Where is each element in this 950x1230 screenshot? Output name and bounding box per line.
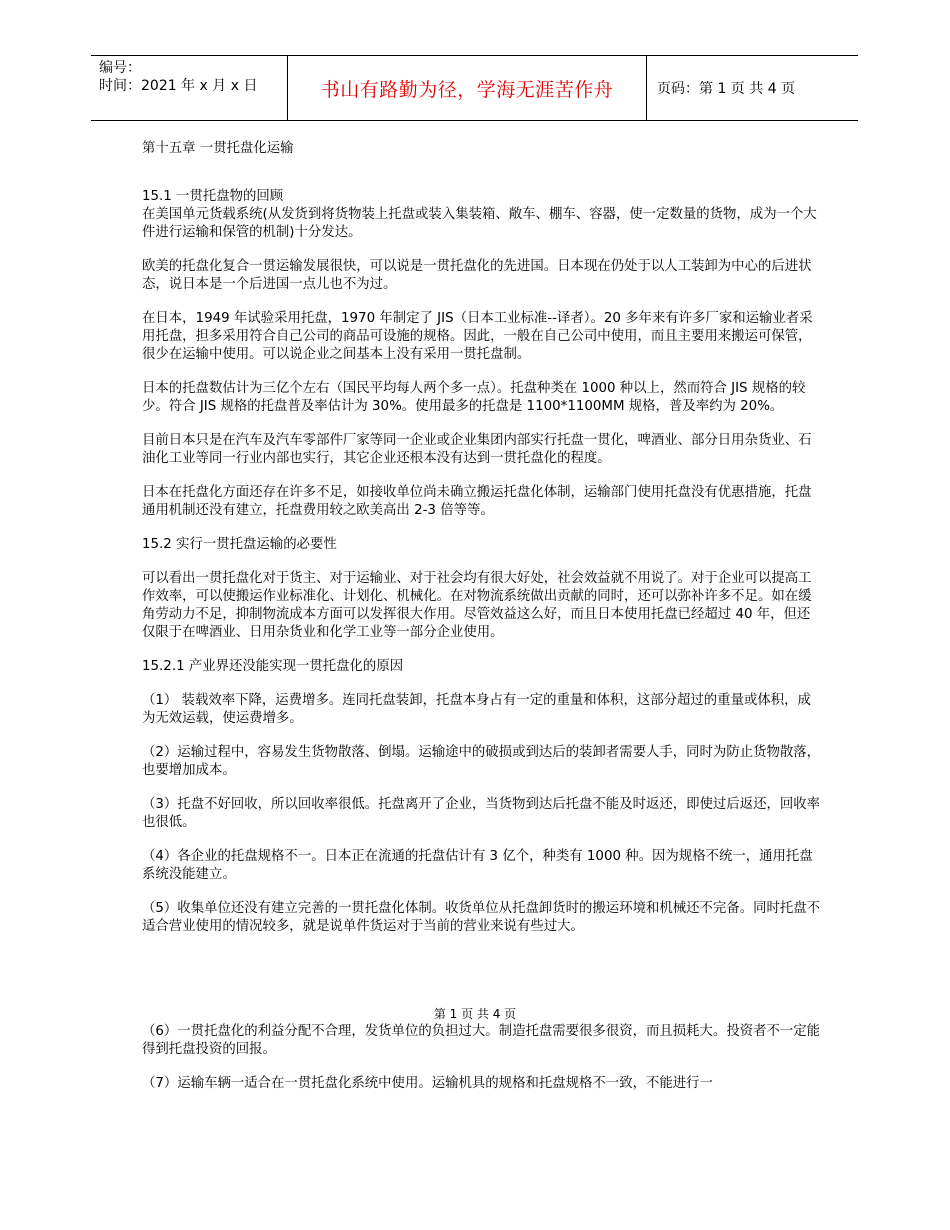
chapter-title: 第十五章 一贯托盘化运输: [142, 141, 294, 156]
list-item: （2）运输过程中，容易发生货物散落、倒塌。运输途中的破损或到达后的装卸者需要人手，同时为防止货物散落，也要增加成本。: [142, 745, 821, 778]
list-item: （6）一贯托盘化的利益分配不合理，发货单位的负担过大。制造托盘需要很多很资，而且损耗大。投资者不一定能得到托盘投资的回报。: [142, 1024, 821, 1057]
section-heading: 15.1 一贯托盘物的回顾: [142, 189, 284, 204]
list-item: （7）运输车辆一适合在一贯托盘化系统中使用。运输机具的规格和托盘规格不一致，不能进行一: [142, 1076, 713, 1091]
subsection-heading: 15.2.1 产业界还没能实现一贯托盘化的原因: [142, 659, 404, 674]
document-header: [91, 55, 858, 121]
paragraph: 目前日本只是在汽车及汽车零部件厂家等同一企业或企业集团内部实行托盘一贯化，啤酒业、部分日用杂货业、石油化工业等同一行业内部也实行，其它企业还根本没有达到一贯托盘化的程度。: [142, 433, 812, 466]
list-item: （1） 装载效率下降，运费增多。连同托盘装卸，托盘本身占有一定的重量和体积，这部分超过的重量或体积，成为无效运载，使运费增多。: [142, 693, 811, 726]
page-info-cell: [647, 56, 858, 120]
list-item: （4）各企业的托盘规格不一。日本正在流通的托盘估计有 3 亿个，种类有 1000 种。因为规格不统一，通用托盘系统没能建立。: [142, 849, 813, 882]
motto-cell: [287, 56, 647, 120]
section-heading: 15.2 实行一贯托盘运输的必要性: [142, 537, 337, 552]
paragraph: 欧美的托盘化复合一贯运输发展很快，可以说是一贯托盘化的先进国。日本现在仍处于以人工装卸为中心的后进状态，说日本是一个后进国一点儿也不为过。: [142, 259, 812, 292]
time-label: 时间：2021 年 x 月 x 日: [99, 78, 258, 94]
paragraph: 在日本，1949 年试验采用托盘，1970 年制定了 JIS（日本工业标准--译者）。20 多年来有许多厂家和运输业者采用托盘，担多采用符合自己公司的商品可设施的规格。因此，一般在自己公司中使用，而且主要用来搬运可保管，很少在运输中使用。可以说企业之间基本上没有采用一贯托盘制。: [142, 311, 813, 362]
document-body: [142, 140, 822, 952]
paragraph: 在美国单元货载系统(从发货到将货物装上托盘或装入集装箱、敞车、棚车、容器，使一定数量的货物，成为一个大件进行运输和保管的机制)十分发达。: [142, 207, 817, 240]
header-info-cell: [91, 56, 287, 120]
page-footer: [0, 1007, 950, 1021]
paragraph: 日本在托盘化方面还存在许多不足，如接收单位尚未确立搬运托盘化体制，运输部门使用托盘没有优惠措施，托盘通用机制还没有建立，托盘费用较之欧美高出 2-3 倍等等。: [142, 485, 812, 518]
footer-page-indicator: 第 1 页 共 4 页: [433, 1007, 517, 1021]
paragraph: 可以看出一贯托盘化对于货主、对于运输业、对于社会均有很大好处，社会效益就不用说了。对于企业可以提高工作效率，可以使搬运作业标准化、计划化、机械化。在对物流系统做出贡献的同时，还可以弥补许多不足。如在缓角劳动力不足，抑制物流成本方面可以发挥很大作用。尽管效益这么好，而且日本使用托盘已经超过 40 年，但还仅限于在啤酒业、日用杂货业和化学工业等一部分企业使用。: [142, 571, 812, 640]
paragraph: 日本的托盘数估计为三亿个左右（国民平均每人两个多一点）。托盘种类在 1000 种以上，然而符合 JIS 规格的较少。符合 JIS 规格的托盘普及率估计为 30%。使用最多的托盘是 1100*1100MM 规格，普及率约为 20%。: [142, 381, 806, 414]
list-item: （3）托盘不好回收，所以回收率很低。托盘离开了企业，当货物到达后托盘不能及时返还，即使过后返还，回收率也很低。: [142, 797, 821, 830]
document-body-continued: [142, 1023, 822, 1109]
motto-text: 书山有路勤为径，学海无涯苦作舟: [320, 78, 614, 101]
page-label: 页码：第 1 页 共 4 页: [657, 81, 796, 97]
number-label: 编号：: [99, 60, 141, 76]
list-item: （5）收集单位还没有建立完善的一贯托盘化体制。收货单位从托盘卸货时的搬运环境和机械还不完备。同时托盘不适合营业使用的情况较多，就是说单件货运对于当前的营业来说有些过大。: [142, 901, 821, 934]
